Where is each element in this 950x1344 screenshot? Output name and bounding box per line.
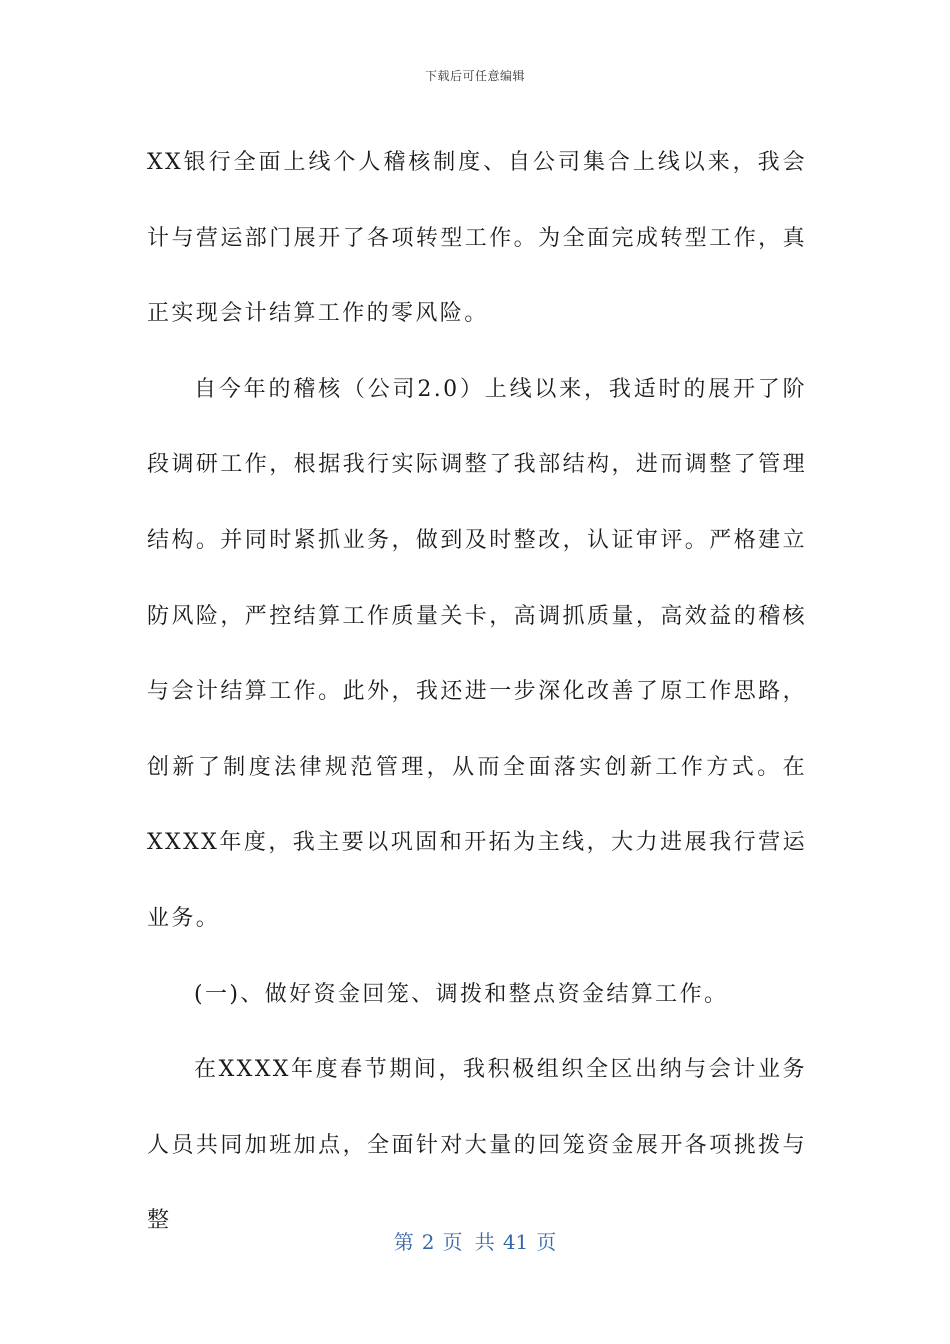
footer-middle: 页 共 — [442, 1230, 495, 1254]
paragraph-2: 自今年的稽核（公司2.0）上线以来，我适时的展开了阶段调研工作，根据我行实际调整了我部结构，进而调整了管理结构。并同时紧抓业务，做到及时整改，认证审评。严格建立防风险，严控结算工作质量关卡，高调抓质量，高效益的稽核与会计结算工作。此外，我还进一步深化改善了原工作思路，创新了制度法律规范管理，从而全面落实创新工作方式。在XXXX年度，我主要以巩固和开拓为主线，大力进展我行营运业务。 — [147, 376, 807, 931]
paragraph-1: XX银行全面上线个人稽核制度、自公司集合上线以来，我会计与营运部门展开了各项转型工作。为全面完成转型工作，真正实现会计结算工作的零风险。 — [147, 150, 807, 327]
footer-total-pages: 41 — [502, 1230, 529, 1254]
header-note: 下载后可任意编辑 — [424, 69, 525, 83]
page-number-footer — [0, 1226, 950, 1255]
footer-current-page: 2 — [421, 1230, 435, 1254]
footer-prefix: 第 — [393, 1230, 414, 1254]
footer-suffix: 页 — [536, 1230, 557, 1254]
paragraph-4: 在XXXX年度春节期间，我积极组织全区出纳与会计业务人员共同加班加点，全面针对大量的回笼资金展开各项挑拨与整 — [147, 1057, 807, 1234]
document-body — [147, 125, 807, 1259]
paragraph-3: (一)、做好资金回笼、调拨和整点资金结算工作。 — [194, 981, 729, 1007]
